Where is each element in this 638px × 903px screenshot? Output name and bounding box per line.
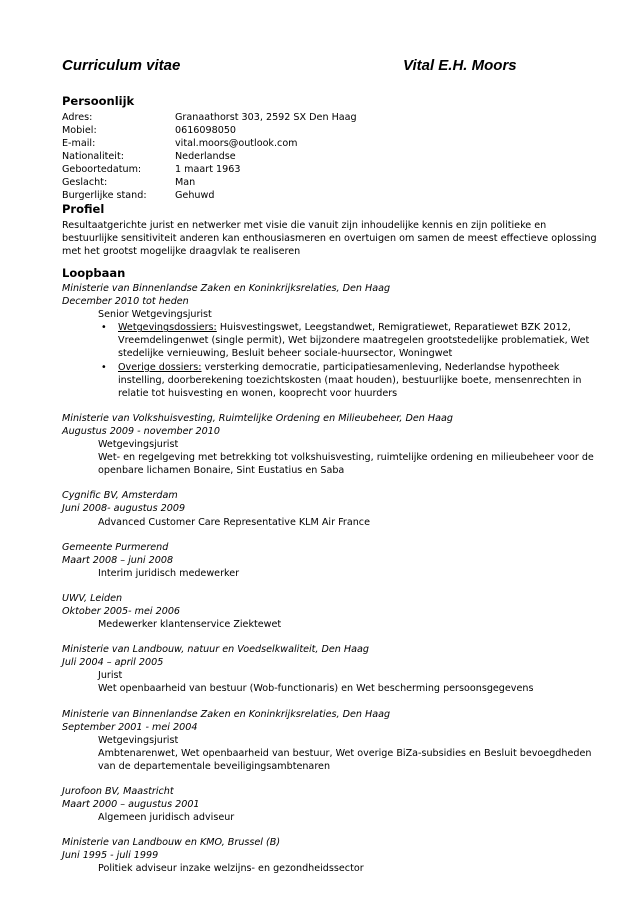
- job-role: Politiek adviseur inzake welzijns- en gezondheidssector: [98, 863, 364, 875]
- job-description: Ambtenarenwet, Wet openbaarheid van bestuur, Wet overige BiZa-subsidies en Besluit bevoegdheden van de departementale beveiligingsambtenaren: [98, 747, 592, 772]
- job-entry: [62, 489, 602, 528]
- job-role: Advanced Customer Care Representative KLM Air France: [98, 516, 370, 528]
- career-heading: Loopbaan: [62, 266, 126, 280]
- profile-text: Resultaatgerichte jurist en netwerker met visie die vanuit zijn inhoudelijke kennis en zijn politieke en bestuurlijke sensitiviteit anderen kan enthousiasmeren en overtuigen om samen de meest effectieve oplossing met het grootst mogelijke draagvlak te realiseren: [62, 220, 597, 257]
- job-role: Jurist: [98, 670, 123, 682]
- row-label: Nationaliteit:: [62, 151, 124, 162]
- row-label: Mobiel:: [62, 125, 97, 136]
- row-label: Geboortedatum:: [62, 164, 142, 175]
- job-entry: [62, 541, 602, 580]
- row-label: E-mail:: [62, 138, 96, 149]
- job-bullets: [62, 321, 602, 400]
- job-entry: [62, 836, 602, 875]
- cv-header: [62, 57, 602, 79]
- bullet-title: Wetgevingsdossiers:: [118, 322, 217, 334]
- job-organization: Cygnific BV, Amsterdam: [62, 490, 178, 502]
- job-organization: Ministerie van Volkshuisvesting, Ruimtelijke Ordening en Milieubeheer, Den Haag: [62, 412, 453, 424]
- job-period: Maart 2000 – augustus 2001: [62, 799, 200, 811]
- job-period: Augustus 2009 - november 2010: [62, 425, 220, 437]
- candidate-name: Vital E.H. Moors: [403, 57, 517, 74]
- bullet-item: [118, 361, 602, 400]
- job-organization: UWV, Leiden: [62, 592, 123, 604]
- job-description: Wet- en regelgeving met betrekking tot volkshuisvesting, ruimtelijke ordening en milieubeheer voor de openbare lichamen Bonaire, Sint Eustatius en Saba: [98, 452, 594, 477]
- personal-heading: Persoonlijk: [62, 94, 135, 108]
- job-role: Medewerker klantenservice Ziektewet: [98, 619, 282, 631]
- job-organization: Ministerie van Binnenlandse Zaken en Koninkrijksrelaties, Den Haag: [62, 708, 391, 720]
- job-entry: [62, 282, 602, 400]
- job-role: Wetgevingsjurist: [98, 439, 179, 451]
- bullet-text: Huisvestingswet, Leegstandwet, Remigratiewet, Reparatiewet BZK 2012, Vreemdelingenwet (single permit), Wet bijzondere maatregelen grootstedelijke problematiek, Wet stedelijke vernieuwing, Besluit beheer sociale-huursector, Woningwet: [118, 322, 590, 360]
- job-entry: [62, 785, 602, 824]
- job-period: September 2001 - mei 2004: [62, 721, 198, 733]
- bullet-title: Overige dossiers:: [118, 361, 202, 373]
- job-organization: Jurofoon BV, Maastricht: [62, 786, 174, 797]
- row-value: 1 maart 1963: [175, 164, 241, 175]
- job-description: Wet openbaarheid van bestuur (Wob-functionaris) en Wet bescherming persoonsgegevens: [98, 683, 534, 695]
- row-value: 0616098050: [175, 125, 237, 136]
- bullet-item: [118, 321, 602, 360]
- job-role: Interim juridisch medewerker: [98, 567, 240, 579]
- job-organization: Ministerie van Binnenlandse Zaken en Koninkrijksrelaties, Den Haag: [62, 283, 391, 294]
- career-list: [62, 282, 602, 888]
- row-value: Gehuwd: [175, 190, 215, 201]
- job-organization: Ministerie van Landbouw, natuur en Voedselkwaliteit, Den Haag: [62, 644, 369, 656]
- job-period: Juli 2004 – april 2005: [62, 657, 164, 669]
- job-organization: Ministerie van Landbouw en KMO, Brussel (B): [62, 837, 281, 849]
- job-period: Oktober 2005- mei 2006: [62, 605, 181, 617]
- job-entry: [62, 412, 602, 477]
- row-value: vital.moors@outlook.com: [175, 138, 298, 149]
- row-label: Burgerlijke stand:: [62, 190, 147, 201]
- job-period: Juni 1995 - juli 1999: [62, 850, 159, 862]
- document-title: Curriculum vitae: [62, 57, 181, 74]
- job-period: December 2010 tot heden: [62, 296, 189, 308]
- job-period: Maart 2008 – juni 2008: [62, 554, 174, 566]
- job-entry: [62, 592, 602, 631]
- job-period: Juni 2008- augustus 2009: [62, 503, 186, 515]
- job-entry: [62, 708, 602, 773]
- job-role: Algemeen juridisch adviseur: [98, 812, 235, 824]
- job-role: Wetgevingsjurist: [98, 734, 179, 746]
- job-organization: Gemeente Purmerend: [62, 541, 169, 553]
- row-value: Granaathorst 303, 2592 SX Den Haag: [175, 112, 357, 123]
- job-entry: [62, 643, 602, 695]
- row-value: Man: [175, 177, 196, 188]
- bullet-text: versterking democratie, participatiesamenleving, Nederlandse hypotheek instelling, doorberekening toezichtskosten (maat houden), bestuurlijke boete, mensenrechten in relatie tot huisvesting en wonen, kooprecht voor huurders: [118, 361, 582, 399]
- profile-heading: Profiel: [62, 202, 105, 216]
- row-label: Adres:: [62, 112, 93, 123]
- job-role: Senior Wetgevingsjurist: [98, 309, 212, 321]
- row-value: Nederlandse: [175, 151, 236, 162]
- row-label: Geslacht:: [62, 177, 108, 188]
